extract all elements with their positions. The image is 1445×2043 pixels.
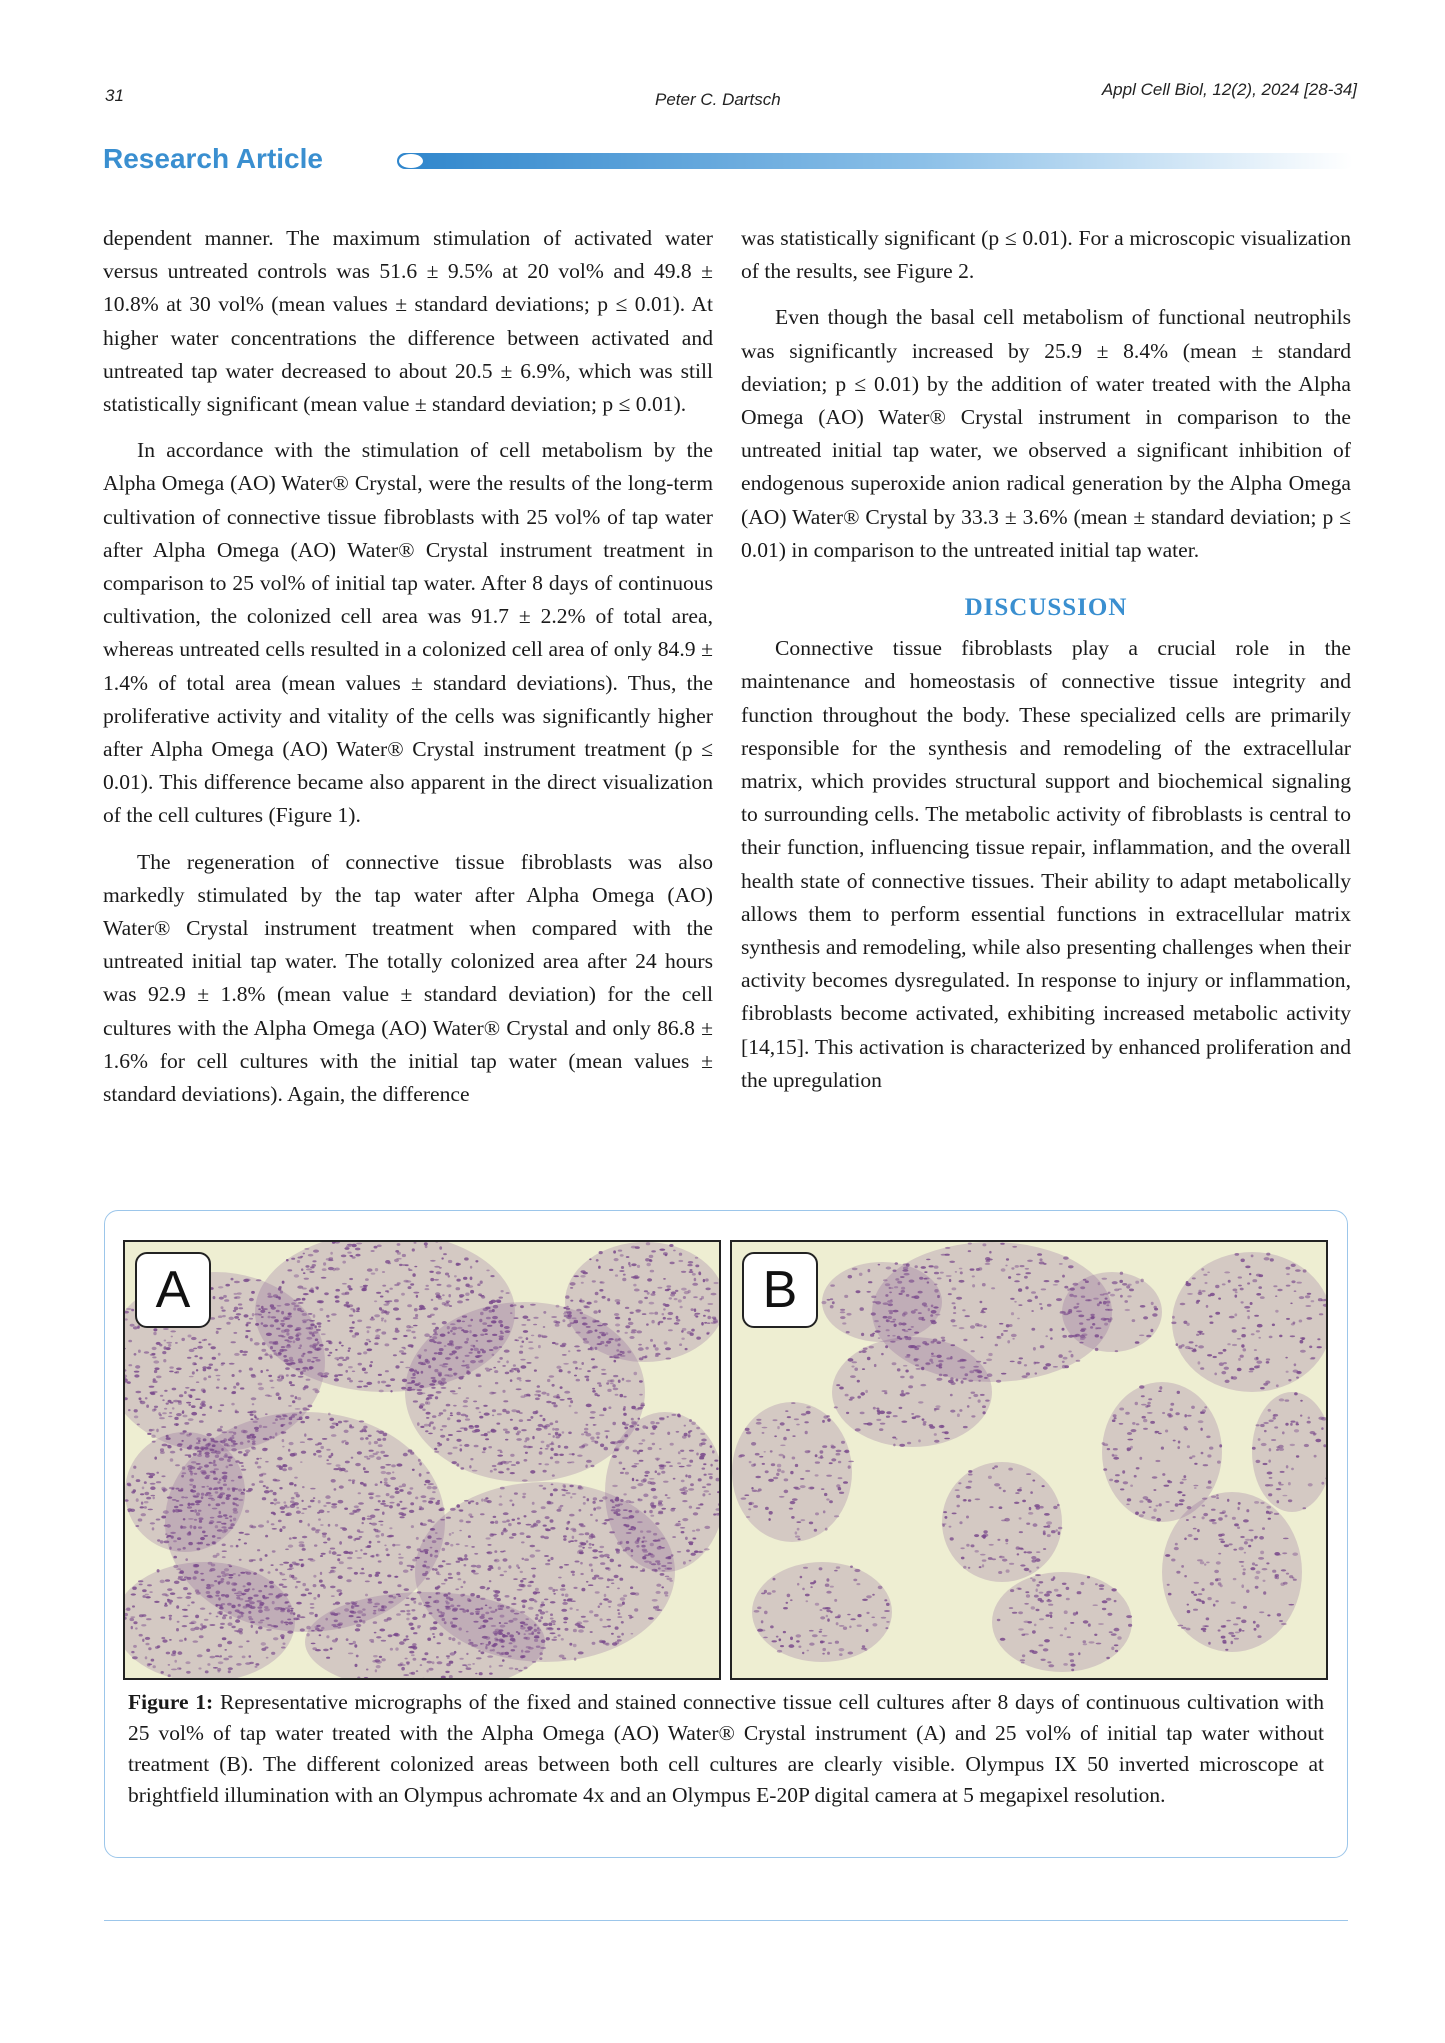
- footer-rule: [104, 1920, 1348, 1921]
- body-paragraph: Connective tissue fibroblasts play a crucial role in the maintenance and homeostasis of connective tissue integrity and function throughout the body. These specialized cells are primarily responsible for the synthesis and remodeling of the extracellular matrix, which provides structural support and biochemical signaling to surrounding cells. The metabolic activity of fibroblasts is central to their function, influencing tissue repair, inflammation, and the overall health state of connective tissues. Their ability to adapt metabolically allows them to perform essential functions in extracellular matrix synthesis and remodeling, while also presenting challenges when their activity becomes dysregulated. In response to injury or inflammation, fibroblasts become activated, exhibiting increased metabolic activity [14,15]. This activation is characterized by enhanced proliferation and the upregulation: [741, 636, 1351, 1092]
- left-column: [103, 222, 713, 1124]
- micrograph-image-b: [732, 1242, 1326, 1678]
- header-banner: [393, 150, 1353, 172]
- body-paragraph: In accordance with the stimulation of cell metabolism by the Alpha Omega (AO) Water® Crystal, were the results of the long-term cultivation of connective tissue fibroblasts with 25 vol% of tap water after Alpha Omega (AO) Water® Crystal instrument treatment in comparison to 25 vol% of initial tap water. After 8 days of continuous cultivation, the colonized cell area was 91.7 ± 2.2% of total area, whereas untreated cells resulted in a colonized cell area of only 84.9 ± 1.4% of total area (mean values ± standard deviations). Thus, the proliferative activity and vitality of the cells was significantly higher after Alpha Omega (AO) Water® Crystal instrument treatment (p ≤ 0.01). This difference became also apparent in the direct visualization of the cell cultures (Figure 1).: [103, 438, 713, 828]
- caption-text: Representative micrographs of the fixed and stained connective tissue cell cultures after 8 days of continuous cultivation with 25 vol% of tap water treated with the Alpha Omega (AO) Water® Crystal instrument (A) and 25 vol% of initial tap water without treatment (B). The different colonized areas between both cell cultures are clearly visible. Olympus IX 50 inverted microscope at brightfield illumination with an Olympus achromate 4x and an Olympus E-20P digital camera at 5 megapixel resolution.: [128, 1690, 1325, 1807]
- body-paragraph: Even though the basal cell metabolism of functional neutrophils was significantly increased by 25.9 ± 8.4% (mean ± standard deviation; p ≤ 0.01) by the addition of water treated with the Alpha Omega (AO) Water® Crystal instrument in comparison to the untreated initial tap water, we observed a significant inhibition of endogenous superoxide anion radical generation by the Alpha Omega (AO) Water® Crystal by 33.3 ± 3.6% (mean ± standard deviation; p ≤ 0.01) in comparison to the untreated initial tap water.: [741, 305, 1351, 562]
- panel-label-b: B: [742, 1252, 818, 1328]
- caption-label: Figure 1:: [128, 1690, 214, 1714]
- right-column: [741, 222, 1351, 1110]
- figure-caption: [128, 1687, 1324, 1811]
- body-paragraph: The regeneration of connective tissue fibroblasts was also markedly stimulated by the tap water after Alpha Omega (AO) Water® Crystal instrument treatment when compared with the untreated initial tap water. The totally colonized area after 24 hours was 92.9 ± 1.8% (mean value ± standard deviation) for the cell cultures with the Alpha Omega (AO) Water® Crystal and only 86.8 ± 1.6% for cell cultures with the initial tap water (mean values ± standard deviations). Again, the difference: [103, 849, 713, 1107]
- page-number: 31: [105, 86, 124, 105]
- journal-citation: Appl Cell Biol, 12(2), 2024 [28-34]: [1101, 80, 1357, 99]
- running-author: Peter C. Dartsch: [655, 90, 781, 109]
- micrograph-image-a: [125, 1242, 719, 1678]
- body-paragraph: was statistically significant (p ≤ 0.01). For a microscopic visualization of the results, see Figure 2.: [741, 226, 1351, 284]
- article-type-label: Research Article: [103, 143, 323, 174]
- micrograph-panel-b: [730, 1240, 1328, 1680]
- panel-label-a: A: [135, 1252, 211, 1328]
- body-paragraph: dependent manner. The maximum stimulation of activated water versus untreated controls was 51.6 ± 9.5% at 20 vol% and 49.8 ± 10.8% at 30 vol% (mean values ± standard deviations; p ≤ 0.01). At higher water concentrations the difference between activated and untreated tap water decreased to about 20.5 ± 6.9%, which was still statistically significant (mean value ± standard deviation; p ≤ 0.01).: [103, 226, 713, 417]
- micrograph-panel-a: [123, 1240, 721, 1680]
- discussion-heading: DISCUSSION: [964, 594, 1128, 622]
